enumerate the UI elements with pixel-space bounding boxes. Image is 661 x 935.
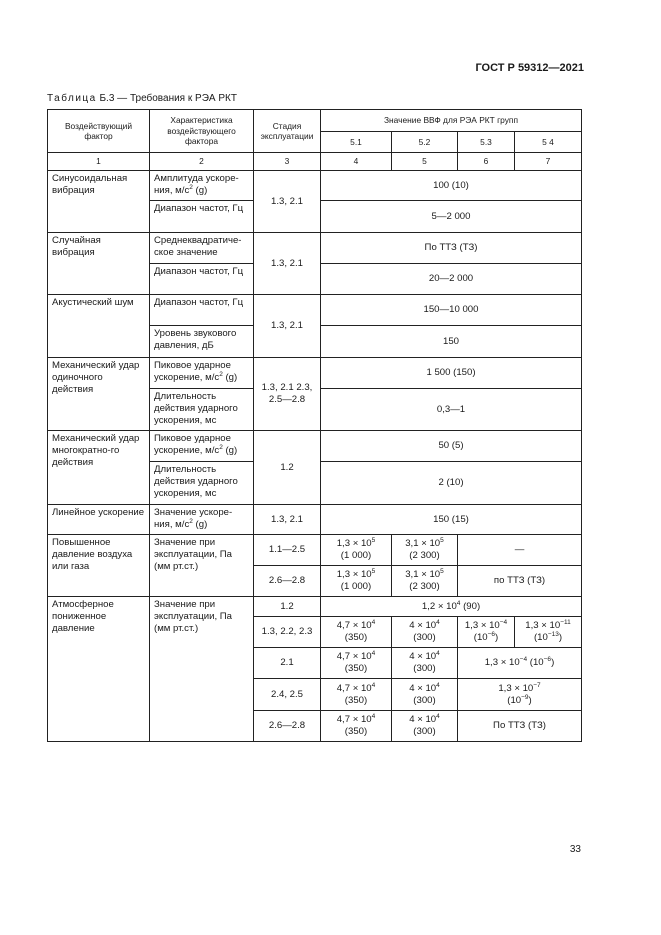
value-mantissa: 4,7 × 10 — [336, 651, 372, 662]
value-cell: 1 500 (150) — [321, 358, 582, 389]
value-mantissa: 4,7 × 10 — [336, 620, 372, 631]
value-cell — [321, 535, 392, 566]
value-mmhg: (10 — [533, 632, 548, 643]
value-mantissa: 3,1 × 10 — [405, 538, 441, 549]
value-cell: 100 (10) — [321, 171, 582, 201]
value-mmhg: (300) — [413, 663, 436, 674]
value-cell — [458, 617, 515, 648]
header-group-3: 5.3 — [458, 132, 515, 153]
factor-cell: Повышенное давление воздуха или газа — [48, 535, 150, 597]
value-mmhg: (10 — [473, 632, 488, 643]
page-number: 33 — [569, 844, 581, 855]
factor-cell: Механический удар одиночного действия — [48, 358, 150, 431]
exponent: −7 — [533, 681, 541, 689]
exponent: −6 — [487, 630, 496, 638]
value-cell — [321, 679, 392, 711]
characteristic-text: Амплитуда ускоре-ния, м/с — [154, 173, 239, 196]
value-close: ) — [528, 694, 532, 706]
factor-cell: Акустический шум — [48, 295, 150, 358]
characteristic-cell — [150, 358, 254, 389]
value-cell: по ТТЗ (ТЗ) — [458, 566, 582, 597]
value-cell: По ТТЗ (ТЗ) — [458, 711, 582, 742]
column-number: 6 — [458, 153, 515, 171]
characteristic-cell: Длительность действия ударного ускорения, мс — [150, 462, 254, 505]
stage-cell: 1.3, 2.1 2.3, 2.5—2.8 — [254, 358, 321, 431]
factor-cell: Механический удар многократно-го действия — [48, 431, 150, 505]
value-mantissa: 3,1 × 10 — [405, 569, 441, 580]
exponent: 4 — [371, 681, 376, 689]
characteristic-tail: (g) — [192, 185, 208, 196]
column-number: 7 — [515, 153, 582, 171]
value-cell — [321, 648, 392, 679]
value-mmhg: (2 300) — [409, 581, 440, 592]
value-mantissa: 4 × 10 — [409, 714, 437, 725]
caption-title: Б.3 — Требования к РЭА РКТ — [96, 93, 237, 104]
exponent: 4 — [436, 681, 440, 689]
characteristic-cell: Уровень звукового давления, дБ — [150, 326, 254, 358]
value-mantissa: 1,3 × 10 — [336, 538, 372, 549]
characteristic-cell — [150, 505, 254, 535]
characteristic-cell: Диапазон частот, Гц — [150, 295, 254, 326]
value-cell — [392, 535, 458, 566]
value-mmhg: (350) — [344, 726, 368, 737]
exponent: 2 — [189, 183, 193, 191]
value-mmhg: (350) — [344, 663, 368, 674]
factor-cell: Случайная вибрация — [48, 233, 150, 295]
exponent: 4 — [371, 712, 376, 720]
value-cell: 0,3—1 — [321, 389, 582, 431]
value-mantissa: 4 × 10 — [409, 651, 437, 662]
value-close: ) — [558, 632, 563, 643]
characteristic-cell: Длительность действия ударного ускорения, мс — [150, 389, 254, 431]
characteristic-cell — [150, 431, 254, 462]
exponent: 2 — [189, 517, 193, 525]
characteristic-cell: Среднеквадратиче-ское значение — [150, 233, 254, 264]
stage-cell: 1.3, 2.2, 2.3 — [254, 617, 321, 648]
exponent: −6 — [543, 655, 552, 663]
column-number: 1 — [48, 153, 150, 171]
value-mantissa: 1,3 × 10 — [336, 569, 372, 580]
header-characteristic: Характеристика воздействующего фактора — [150, 110, 254, 153]
stage-cell: 2.1 — [254, 648, 321, 679]
table-row — [48, 358, 582, 389]
value-mmhg: (300) — [413, 726, 436, 737]
value-mmhg: (350) — [344, 694, 368, 706]
characteristic-text: Значение ускоре-ния, м/с — [154, 507, 233, 530]
value-mantissa: 4,7 × 10 — [336, 714, 372, 725]
value-mmhg: (10 — [507, 694, 522, 706]
value-mantissa: 1,2 × 10 — [421, 600, 457, 612]
factor-cell: Синусоидальная вибрация — [48, 171, 150, 233]
characteristic-cell: Диапазон частот, Гц — [150, 264, 254, 295]
characteristic-text: Пиковое ударное ускорение, м/с — [154, 360, 231, 383]
stage-cell: 1.3, 2.1 — [254, 505, 321, 535]
characteristic-text: Пиковое ударное ускорение, м/с — [154, 433, 231, 456]
stage-cell: 2.6—2.8 — [254, 566, 321, 597]
value-mantissa: 4 × 10 — [409, 682, 437, 694]
value-mantissa: 1,3 × 10 — [464, 620, 500, 631]
header-values-group: Значение ВВФ для РЭА РКТ групп — [321, 110, 582, 132]
requirements-table — [47, 109, 582, 742]
header-factor: Воздействующий фактор — [48, 110, 150, 153]
exponent: −4 — [519, 655, 528, 663]
stage-cell: 2.6—2.8 — [254, 711, 321, 742]
exponent: −9 — [521, 693, 529, 701]
column-number: 2 — [150, 153, 254, 171]
value-mmhg: (10 — [527, 657, 544, 668]
value-mmhg: (1 000) — [340, 550, 372, 561]
header-group-2: 5.2 — [392, 132, 458, 153]
value-cell — [321, 617, 392, 648]
column-number: 4 — [321, 153, 392, 171]
value-cell: 50 (5) — [321, 431, 582, 462]
stage-cell: 1.2 — [254, 597, 321, 617]
value-cell — [392, 648, 458, 679]
exponent: 4 — [371, 649, 376, 657]
value-mmhg: (300) — [413, 694, 436, 706]
value-cell — [392, 566, 458, 597]
column-number: 3 — [254, 153, 321, 171]
exponent: −4 — [499, 618, 508, 626]
characteristic-cell: Значение при эксплуатации, Па (мм рт.ст.) — [150, 597, 254, 742]
table-row — [48, 505, 582, 535]
exponent: 4 — [436, 712, 440, 720]
exponent: 5 — [440, 536, 444, 544]
column-number-row — [48, 153, 582, 171]
value-cell — [321, 711, 392, 742]
factor-cell: Атмосферное пониженное давление — [48, 597, 150, 742]
characteristic-tail: (g) — [222, 445, 238, 456]
table-caption — [47, 93, 237, 104]
exponent: 4 — [436, 649, 440, 657]
document-code: ГОСТ Р 59312—2021 — [475, 62, 584, 74]
stage-cell: 1.3, 2.1 — [254, 233, 321, 295]
value-mmhg: (90) — [460, 600, 481, 612]
value-close: ) — [495, 632, 499, 643]
exponent: 5 — [371, 536, 376, 544]
value-cell — [458, 679, 582, 711]
header-group-4: 5 4 — [515, 132, 582, 153]
value-cell — [321, 597, 582, 617]
value-cell — [321, 566, 392, 597]
value-cell: 150 (15) — [321, 505, 582, 535]
stage-cell: 1.3, 2.1 — [254, 171, 321, 233]
value-mantissa: 1,3 × 10 — [525, 620, 561, 631]
table-row — [48, 535, 582, 566]
value-cell — [392, 617, 458, 648]
value-mantissa: 4 × 10 — [409, 620, 437, 631]
value-cell: 150—10 000 — [321, 295, 582, 326]
value-mmhg: (300) — [413, 632, 436, 643]
value-close: ) — [551, 657, 555, 668]
exponent: −11 — [560, 618, 571, 626]
value-cell: 150 — [321, 326, 582, 358]
header-row — [48, 110, 582, 132]
characteristic-tail: (g) — [222, 372, 238, 383]
characteristic-cell: Диапазон частот, Гц — [150, 201, 254, 233]
characteristic-cell: Значение при эксплуатации, Па (мм рт.ст.) — [150, 535, 254, 597]
exponent: 4 — [456, 599, 461, 607]
value-cell: 5—2 000 — [321, 201, 582, 233]
value-mantissa: 1,3 × 10 — [484, 657, 520, 668]
value-cell — [392, 679, 458, 711]
value-cell — [515, 617, 582, 648]
factor-cell: Линейное ускорение — [48, 505, 150, 535]
value-mmhg: (1 000) — [340, 581, 372, 592]
table-row — [48, 233, 582, 264]
header-group-1: 5.1 — [321, 132, 392, 153]
table-row — [48, 431, 582, 462]
table-row — [48, 295, 582, 326]
value-cell — [392, 711, 458, 742]
exponent: 2 — [219, 443, 223, 451]
exponent: 2 — [219, 370, 223, 378]
value-mantissa: 1,3 × 10 — [498, 682, 534, 694]
exponent: 5 — [440, 567, 444, 575]
table-row — [48, 597, 582, 617]
exponent: 4 — [436, 618, 440, 626]
characteristic-tail: (g) — [192, 519, 208, 530]
exponent: −13 — [547, 630, 559, 638]
value-mantissa: 4,7 × 10 — [336, 682, 372, 694]
header-stage: Стадия эксплуатации — [254, 110, 321, 153]
exponent: 4 — [371, 618, 376, 626]
exponent: 5 — [371, 567, 376, 575]
value-mmhg: (350) — [344, 632, 368, 643]
characteristic-cell — [150, 171, 254, 201]
caption-word: Таблица — [47, 93, 97, 104]
value-cell — [458, 648, 582, 679]
column-number: 5 — [392, 153, 458, 171]
value-cell: — — [458, 535, 582, 566]
value-cell: 20—2 000 — [321, 264, 582, 295]
stage-cell: 1.3, 2.1 — [254, 295, 321, 358]
value-cell: По ТТЗ (ТЗ) — [321, 233, 582, 264]
stage-cell: 1.2 — [254, 431, 321, 505]
stage-cell: 2.4, 2.5 — [254, 679, 321, 711]
value-cell: 2 (10) — [321, 462, 582, 505]
value-mmhg: (2 300) — [409, 550, 440, 561]
table-row — [48, 171, 582, 201]
stage-cell: 1.1—2.5 — [254, 535, 321, 566]
